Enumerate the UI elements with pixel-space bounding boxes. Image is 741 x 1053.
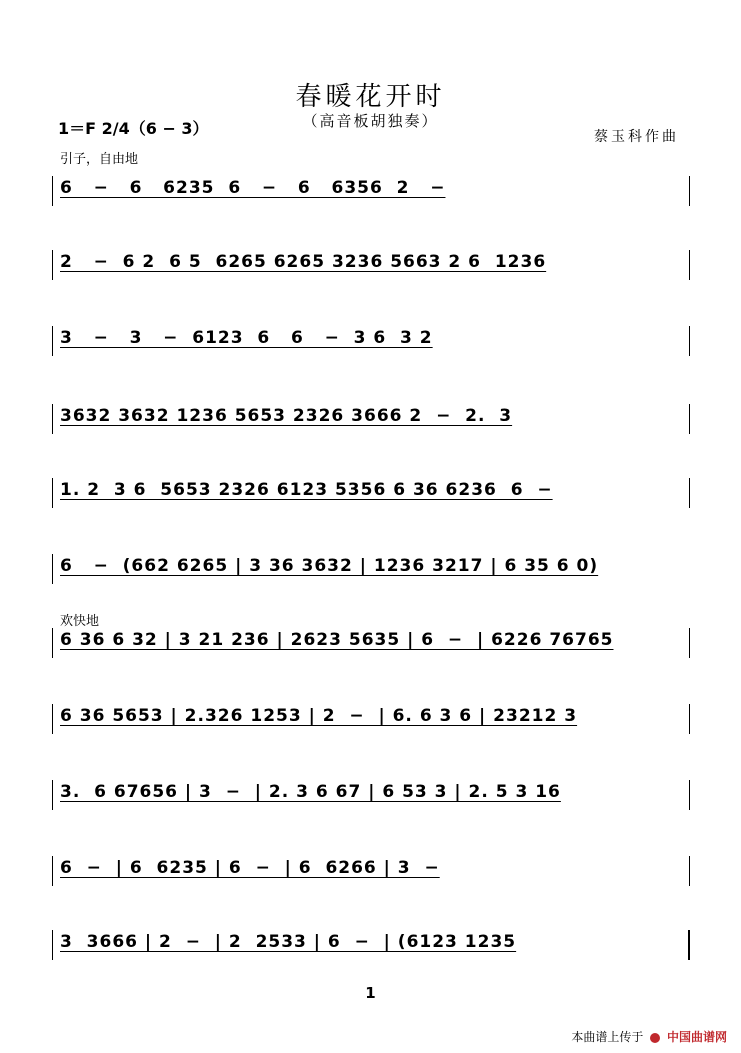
- staff-line-3: [46, 326, 696, 356]
- staff-line-8: [46, 704, 696, 734]
- notation-text: 3 − 3 − 6123 6 6 − 3 6 3 2: [60, 328, 433, 348]
- notation-text: 6 − (662 6265 | 3 36 3632 | 1236 3217 | 6 35 6 0): [60, 556, 599, 576]
- staff-line-1: [46, 176, 696, 206]
- barline: [689, 780, 690, 810]
- barline: [52, 404, 53, 434]
- key-signature: 1＝F 2/4（6 − 3）: [58, 119, 209, 138]
- footer-site-link[interactable]: 中国曲谱网: [666, 1030, 727, 1044]
- barline: [689, 326, 690, 356]
- barline: [689, 478, 690, 508]
- barline: [52, 628, 53, 658]
- barline: [52, 856, 53, 886]
- staff-line-9: [46, 780, 696, 810]
- staff-line-5: [46, 478, 696, 508]
- barline: [52, 176, 53, 206]
- barline: [689, 704, 690, 734]
- notation-text: 6 − | 6 6235 | 6 − | 6 6266 | 3 −: [60, 858, 440, 878]
- barline: [52, 250, 53, 280]
- staff-line-4: [46, 404, 696, 434]
- composer: 蔡玉科作曲: [594, 129, 679, 145]
- score-subtitle: （高音板胡独奏）: [302, 112, 439, 130]
- notation-text: 1. 2 3 6 5653 2326 6123 5356 6 36 6236 6 −: [60, 480, 553, 500]
- notation-text: 2 − 6 2 6 5 6265 6265 3236 5663 2 6 1236: [60, 252, 547, 272]
- barline: [52, 704, 53, 734]
- barline: [52, 478, 53, 508]
- staff-line-7: [46, 628, 696, 658]
- staff-line-10: [46, 856, 696, 886]
- site-logo-icon: [650, 1033, 660, 1043]
- notation-text: 6 36 5653 | 2.326 1253 | 2 − | 6. 6 3 6 | 23212 3: [60, 706, 578, 726]
- staff-line-6: [46, 554, 696, 584]
- footer-prefix: 本曲谱上传于: [571, 1030, 644, 1044]
- notation-text: 3632 3632 1236 5653 2326 3666 2 − 2. 3: [60, 406, 513, 426]
- intro-tempo-label: 引子，自由地: [60, 152, 139, 167]
- barline: [689, 856, 690, 886]
- notation-text: 6 − 6 6235 6 − 6 6356 2 −: [60, 178, 446, 198]
- barline: [52, 780, 53, 810]
- page-number: 1: [365, 984, 376, 1002]
- notation-text: 3 3666 | 2 − | 2 2533 | 6 − | (6123 1235: [60, 932, 517, 952]
- notation-text: 3. 6 67656 | 3 − | 2. 3 6 67 | 6 53 3 | 2. 5 3 16: [60, 782, 561, 802]
- staff-line-11: [46, 930, 696, 960]
- barline: [689, 176, 690, 206]
- barline: [689, 628, 690, 658]
- upload-footer: [571, 1028, 727, 1045]
- barline: [689, 250, 690, 280]
- staff-line-2: [46, 250, 696, 280]
- barline: [52, 326, 53, 356]
- barline: [689, 404, 690, 434]
- score-title: 春暖花开时: [295, 82, 446, 112]
- barline: [688, 930, 690, 960]
- barline: [52, 554, 53, 584]
- barline: [52, 930, 53, 960]
- fast-tempo-label: 欢快地: [60, 614, 100, 629]
- notation-text: 6 36 6 32 | 3 21 236 | 2623 5635 | 6 − | 6226 76765: [60, 630, 614, 650]
